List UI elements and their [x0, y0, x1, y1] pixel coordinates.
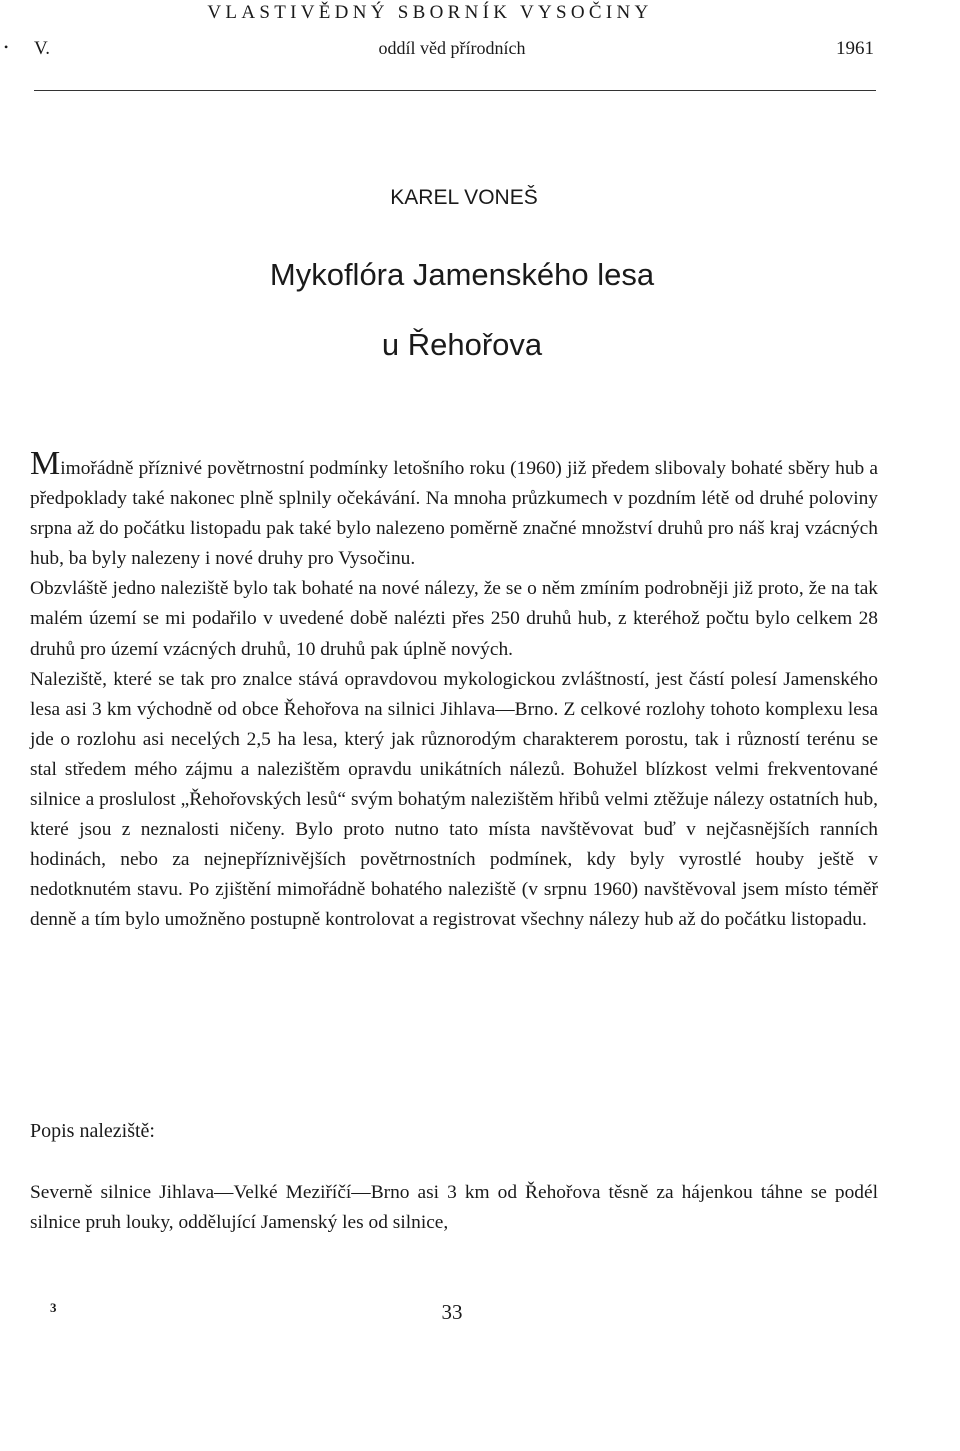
page-number: 33: [441, 1300, 463, 1324]
paragraph-3: Naleziště, které se tak pro znalce stává opravdovou mykologickou zvláštností, jest částí polesí Jamenského lesa asi 3 km východně od obce Řehořova na silnici Jihlava—Brno. Z celkové rozlohy tohoto komplexu lesa jde o rozlohu asi necelých 2,5 ha lesa, který jak různorodým charakterem porostu, tak i růzností terénu se stal středem mého zájmu a nalezištěm opravdu unikátních nálezů. Bohužel blízkost velmi frekventované silnice a proslulost „Řehořovských lesů“ svým bohatým nalezištěm hřibů velmi ztěžuje nálezy ostatních hub, které jsou z neznalosti ničeny. Bylo proto nutno tato místa navštěvovat buď v nejčasnějších ranních hodinách, nebo za nejnepříznivějších povětrnostních podmínek, kdy byly vyrostlé houby ještě v nedotknutém stavu. Po zjištění mimořádně bohatého naleziště (v srpnu 1960) navštěvoval jsem místo téměř denně a tím bylo umožněno postupně kontrolovat a registrovat všechny nálezy hub až do počátku listopadu.: [30, 668, 878, 931]
publication-year: 1961: [836, 38, 874, 59]
drop-cap: M: [30, 445, 61, 482]
article-title-line-1: Mykoflóra Jamenského lesa: [269, 257, 655, 292]
journal-title: VLASTIVĚDNÝ SBORNÍK VYSOČINY: [207, 2, 653, 23]
paragraph-1-text: imořádně příznivé povětrnostní podmínky letošního roku (1960) již předem slibovaly bohaté sběry hub a předpoklady také nakonec plně splnily očekávání. Na mnoha průzkumech v pozdním létě od druhé poloviny srpna až do počátku listopadu pak také bylo nalezeno poměrně značné množství druhů pro náš kraj vzácných hub, ba byly nalezeny i nové druhy pro Vysočinu.: [30, 458, 878, 570]
header-divider: [34, 90, 876, 91]
subheading: Popis naleziště:: [30, 1120, 155, 1142]
article-body: [30, 445, 878, 936]
section-title: oddíl věd přírodních: [378, 38, 526, 58]
margin-bullet: •: [4, 40, 9, 54]
section-number: V.: [34, 38, 51, 59]
paragraph-1: [30, 445, 878, 574]
paragraph-4: Severně silnice Jihlava—Velké Meziříčí—Brno asi 3 km od Řehořova těsně za hájenkou táhne se podél silnice pruh louky, oddělující Jamenský les od silnice,: [30, 1182, 878, 1233]
signature-mark: 3: [50, 1300, 57, 1315]
article-title-line-2: u Řehořova: [381, 327, 543, 362]
paragraph-2: Obzvláště jedno naleziště bylo tak bohaté na nové nálezy, že se o něm zmíním podrobněji již proto, že na tak malém území se mi podařilo v uvedené době nalézti přes 250 druhů hub, z kteréhož počtu bylo celkem 28 druhů pro území vzácných druhů, 10 druhů pak úplně nových.: [30, 578, 878, 660]
author-name: KAREL VONEŠ: [390, 186, 538, 209]
